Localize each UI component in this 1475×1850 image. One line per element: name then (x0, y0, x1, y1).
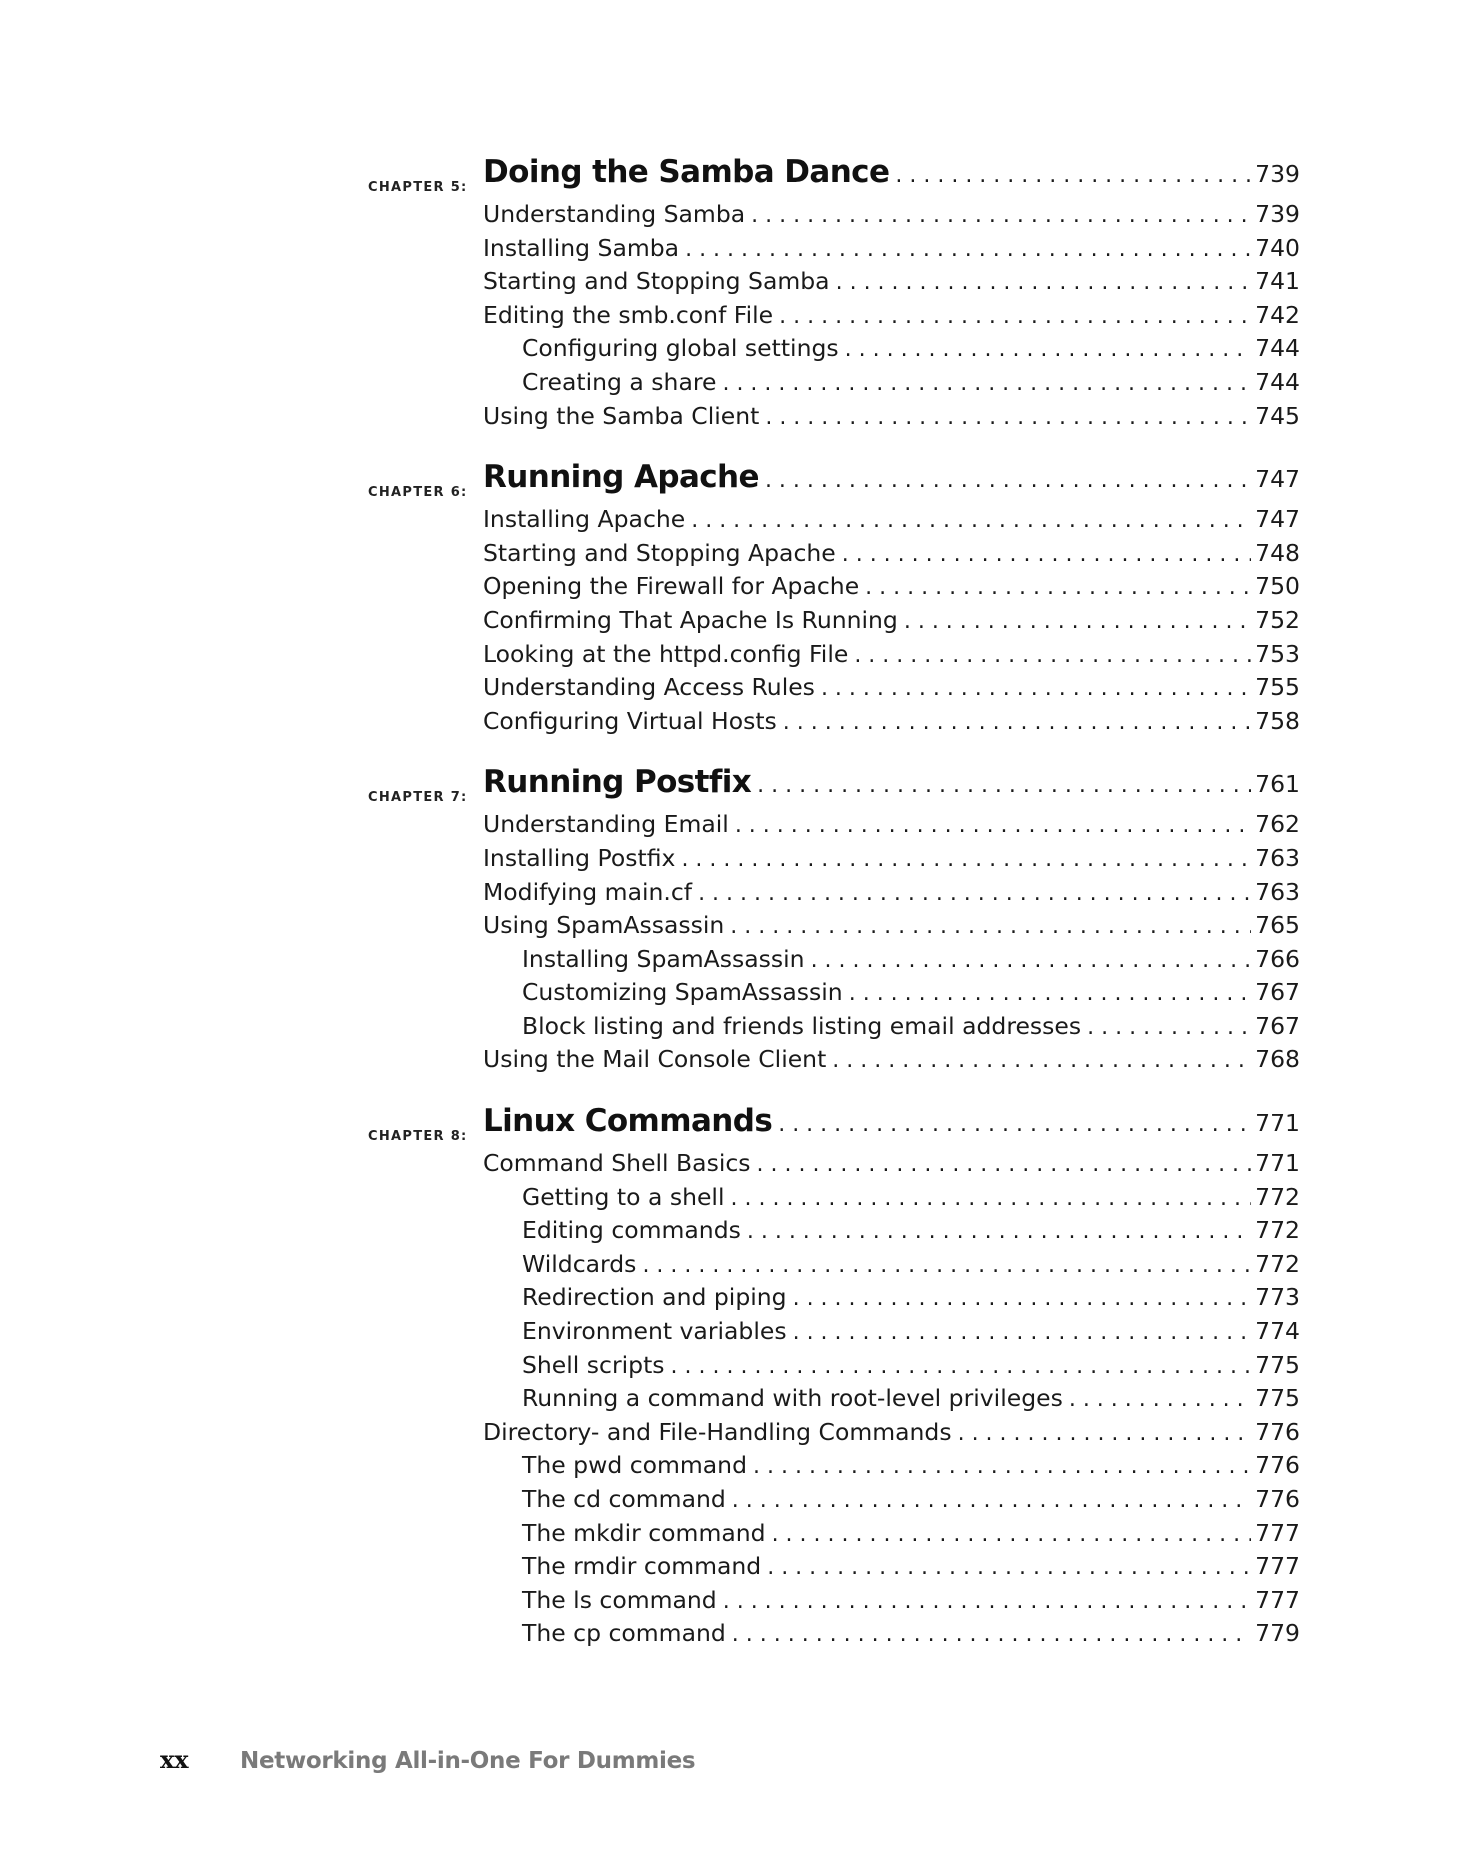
entry-page-number: 772 (1255, 1182, 1300, 1211)
toc-entry[interactable] (360, 402, 1300, 436)
toc-subentry[interactable] (360, 1619, 1300, 1653)
toc-subentry[interactable] (360, 1250, 1300, 1284)
entry-page-number: 777 (1255, 1552, 1300, 1581)
chapter-section (360, 762, 1300, 1079)
entry-title: Installing SpamAssassin (522, 944, 805, 973)
dot-leader (1069, 1387, 1251, 1412)
entry-title: Getting to a shell (522, 1182, 725, 1211)
toc-subentry[interactable] (360, 1519, 1300, 1553)
toc-entry[interactable] (360, 234, 1300, 268)
entry-title: Installing Postfix (483, 843, 676, 872)
entry-page-number: 776 (1255, 1451, 1300, 1480)
page-footer (160, 1745, 695, 1774)
entry-page-number: 775 (1255, 1350, 1300, 1379)
dot-leader (747, 1219, 1251, 1244)
entry-page-number: 776 (1255, 1485, 1300, 1513)
entry-title: Editing commands (522, 1216, 741, 1245)
toc-entry[interactable] (360, 844, 1300, 878)
entry-title: The cp command (522, 1619, 726, 1648)
entry-page-number: 753 (1255, 639, 1300, 668)
chapter-heading (360, 457, 1300, 505)
dot-leader (723, 1589, 1251, 1614)
toc-entry[interactable] (360, 707, 1300, 741)
dot-leader (836, 270, 1252, 295)
dot-leader (753, 1454, 1251, 1479)
chapter-number: CHAPTER 6: (368, 485, 468, 501)
dot-leader (765, 405, 1251, 430)
dot-leader (730, 914, 1251, 939)
entry-title: Customizing SpamAssassin (522, 978, 843, 1007)
chapter-number: CHAPTER 7: (368, 790, 468, 806)
entry-page-number: 779 (1255, 1619, 1300, 1648)
page-folio: xx (160, 1745, 189, 1774)
dot-leader (865, 575, 1251, 600)
entry-page-number: 777 (1255, 1518, 1300, 1547)
entry-title: Wildcards (522, 1249, 637, 1278)
entry-page-number: 767 (1255, 1011, 1300, 1040)
entry-page-number: 773 (1255, 1283, 1300, 1312)
dot-leader (765, 468, 1251, 493)
entry-page-number: 777 (1255, 1585, 1300, 1614)
entry-title: Confirming That Apache Is Running (483, 605, 898, 634)
entry-page-number: 755 (1255, 673, 1300, 702)
entry-title: The ls command (522, 1585, 717, 1614)
entry-title: Configuring Virtual Hosts (483, 706, 777, 735)
entry-title: Looking at the httpd.config File (483, 639, 849, 668)
entry-page-number: 744 (1255, 367, 1300, 396)
dot-leader (722, 371, 1251, 396)
entry-title: Environment variables (522, 1317, 787, 1346)
dot-leader (811, 948, 1252, 973)
entry-title: Understanding Access Rules (483, 673, 815, 702)
dot-leader (671, 1354, 1252, 1379)
dot-leader (904, 609, 1251, 634)
chapter-number: CHAPTER 8: (368, 1129, 468, 1145)
chapter-title[interactable]: Linux Commands (483, 1103, 773, 1140)
toc-subentry[interactable] (360, 945, 1300, 979)
entry-title: The rmdir command (522, 1552, 762, 1581)
toc-entry[interactable] (360, 1418, 1300, 1452)
dot-leader (895, 163, 1251, 188)
toc-entry[interactable] (360, 1045, 1300, 1079)
dot-leader (681, 847, 1251, 872)
toc-entry[interactable] (360, 640, 1300, 674)
entry-title: Using the Mail Console Client (483, 1045, 827, 1074)
toc-subentry[interactable] (360, 1384, 1300, 1418)
dot-leader (958, 1421, 1252, 1446)
dot-leader (854, 643, 1251, 668)
toc-entry[interactable] (360, 673, 1300, 707)
dot-leader (732, 1488, 1251, 1513)
entry-page-number: 774 (1255, 1317, 1300, 1346)
entry-title: Installing Samba (483, 233, 680, 262)
entry-page-number: 765 (1255, 911, 1300, 940)
entry-page-number: 767 (1255, 978, 1300, 1007)
chapter-title[interactable]: Doing the Samba Dance (483, 154, 890, 190)
toc-subentry[interactable] (360, 1586, 1300, 1620)
toc-entry[interactable] (360, 267, 1300, 301)
entry-page-number: 742 (1255, 300, 1300, 329)
dot-leader (735, 813, 1251, 838)
chapter-heading (360, 1101, 1300, 1149)
toc-subentry[interactable] (360, 978, 1300, 1012)
dot-leader (783, 710, 1251, 735)
entry-title: Configuring global settings (522, 334, 839, 363)
dot-leader (772, 1522, 1252, 1547)
dot-leader (793, 1320, 1252, 1345)
toc-subentry[interactable] (360, 1351, 1300, 1385)
entry-page-number: 758 (1255, 706, 1300, 735)
entry-title: Understanding Samba (483, 200, 746, 228)
toc-entry[interactable] (360, 572, 1300, 606)
entry-title: The pwd command (522, 1451, 747, 1480)
entry-title: Understanding Email (483, 810, 729, 839)
toc-subentry[interactable] (360, 1216, 1300, 1250)
entry-title: Directory- and File-Handling Commands (483, 1417, 952, 1446)
dot-leader (751, 203, 1251, 228)
dot-leader (757, 1152, 1252, 1177)
dot-leader (685, 237, 1251, 262)
entry-page-number: 772 (1255, 1249, 1300, 1278)
toc-entry[interactable] (360, 505, 1300, 539)
dot-leader (732, 1622, 1251, 1647)
entry-title: Installing Apache (483, 505, 686, 534)
chapter-page-number: 747 (1255, 465, 1300, 494)
entry-page-number: 748 (1255, 538, 1300, 567)
entry-page-number: 747 (1255, 505, 1300, 534)
chapter-page-number: 761 (1255, 770, 1300, 799)
toc-entry[interactable] (360, 606, 1300, 640)
toc-entry[interactable] (360, 301, 1300, 335)
entry-title: Using the Samba Client (483, 401, 760, 430)
toc-entry[interactable] (360, 539, 1300, 573)
entry-page-number: 771 (1255, 1149, 1300, 1178)
entry-page-number: 763 (1255, 877, 1300, 906)
chapter-section (360, 152, 1300, 435)
chapter-page-number: 739 (1255, 160, 1300, 188)
entry-page-number: 776 (1255, 1417, 1300, 1446)
entry-page-number: 740 (1255, 233, 1300, 262)
toc-subentry[interactable] (360, 334, 1300, 368)
dot-leader (842, 542, 1251, 567)
dot-leader (1087, 1015, 1251, 1040)
toc-subentry[interactable] (360, 1485, 1300, 1519)
chapter-page-number: 771 (1255, 1109, 1300, 1138)
entry-title: The cd command (522, 1485, 726, 1513)
toc-subentry[interactable] (360, 1183, 1300, 1217)
chapter-title[interactable]: Running Apache (483, 459, 759, 496)
entry-title: Starting and Stopping Apache (483, 538, 836, 567)
dot-leader (691, 508, 1251, 533)
toc-entry[interactable] (360, 200, 1300, 234)
toc-subentry[interactable] (360, 1451, 1300, 1485)
chapter-heading (360, 762, 1300, 810)
toc-entry[interactable] (360, 878, 1300, 912)
entry-page-number: 739 (1255, 200, 1300, 228)
entry-title: Opening the Firewall for Apache (483, 572, 860, 601)
entry-title: Shell scripts (522, 1350, 665, 1379)
entry-title: Block listing and friends listing email addresses (522, 1011, 1082, 1040)
dot-leader (845, 337, 1252, 362)
entry-page-number: 741 (1255, 267, 1300, 296)
entry-title: Starting and Stopping Samba (483, 267, 830, 296)
entry-title: Using SpamAssassin (483, 911, 725, 940)
entry-title: Creating a share (522, 367, 717, 396)
entry-page-number: 775 (1255, 1384, 1300, 1413)
toc-subentry[interactable] (360, 1552, 1300, 1586)
entry-page-number: 750 (1255, 572, 1300, 601)
chapter-number: CHAPTER 5: (368, 180, 468, 195)
entry-title: The mkdir command (522, 1518, 766, 1547)
entry-title: Running a command with root-level privileges (522, 1384, 1063, 1413)
dot-leader (821, 676, 1251, 701)
entry-page-number: 745 (1255, 401, 1300, 430)
chapter-section (360, 1101, 1300, 1653)
toc-subentry[interactable] (360, 1283, 1300, 1317)
entry-title: Modifying main.cf (483, 877, 693, 906)
dot-leader (642, 1253, 1251, 1278)
entry-page-number: 763 (1255, 843, 1300, 872)
table-of-contents (360, 152, 1300, 1675)
chapter-title[interactable]: Running Postfix (483, 764, 752, 801)
chapter-heading (360, 152, 1300, 200)
dot-leader (731, 1186, 1252, 1211)
dot-leader (793, 1286, 1252, 1311)
toc-entry[interactable] (360, 911, 1300, 945)
dot-leader (778, 1112, 1251, 1137)
entry-page-number: 744 (1255, 334, 1300, 363)
chapter-section (360, 457, 1300, 740)
dot-leader (832, 1048, 1251, 1073)
entry-title: Editing the smb.conf File (483, 300, 774, 329)
entry-page-number: 762 (1255, 810, 1300, 839)
entry-title: Redirection and piping (522, 1283, 787, 1312)
entry-page-number: 752 (1255, 605, 1300, 634)
entry-page-number: 768 (1255, 1045, 1300, 1074)
toc-subentry[interactable] (360, 1012, 1300, 1046)
dot-leader (767, 1555, 1251, 1580)
entry-page-number: 772 (1255, 1216, 1300, 1245)
book-title: Networking All-in-One For Dummies (240, 1748, 696, 1774)
dot-leader (698, 881, 1251, 906)
entry-page-number: 766 (1255, 944, 1300, 973)
toc-entry[interactable] (360, 810, 1300, 844)
dot-leader (757, 773, 1251, 798)
dot-leader (779, 304, 1251, 329)
dot-leader (849, 981, 1251, 1006)
toc-entry[interactable] (360, 1149, 1300, 1183)
toc-subentry[interactable] (360, 368, 1300, 402)
toc-subentry[interactable] (360, 1317, 1300, 1351)
entry-title: Command Shell Basics (483, 1149, 751, 1178)
